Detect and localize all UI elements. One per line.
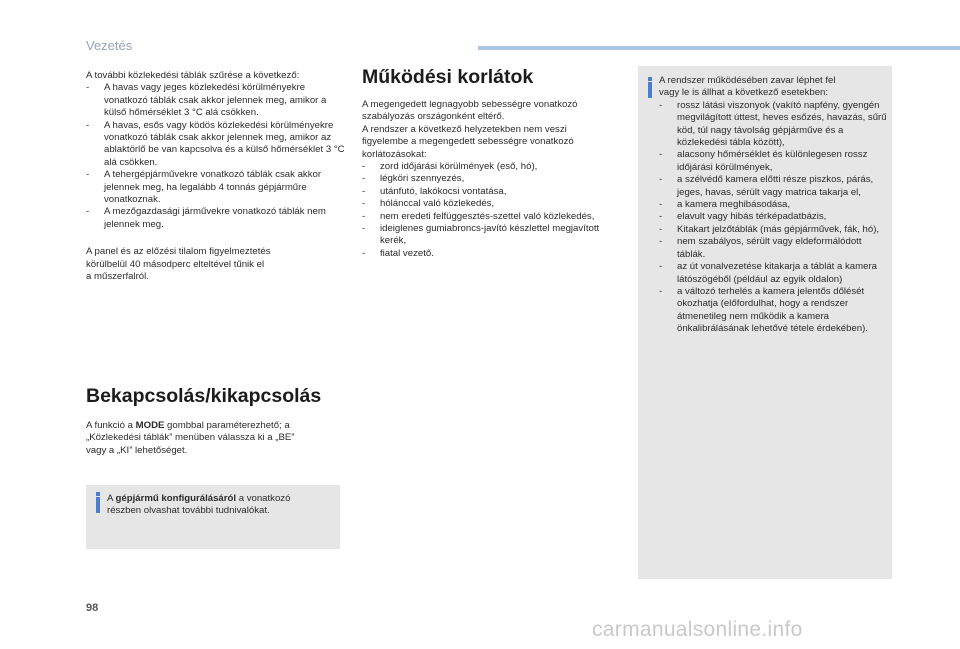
limitations-note-text: A rendszer működésében zavar léphet fel vagy le is állhat a következő esetekben: - rossz látási viszonyok (vakító napfény, gyengén megvilágított úttest, heves esőzés, havazás, sűrű köd, túl nagy távolság gépjárműve és a közlekedési tábla között), - alacsony hőmérséklet és különlegesen rossz időjárási körülmények, - a szélvédő kamera előtti része piszkos, párás, jeges, havas, sérült vagy matrica takarja el, - a kamera meghibásodása, - elavult vagy hibás térképadatbázis, - Kitakart jelzőtáblák (más gépjárművek, fák, hó), - nem szabályos, sérült vagy eldeformálódott táblák. - az út vonalvezetése kitakarja a táblát a kamera látószögéből (például az egyik oldalon) - a változó terhelés a kamera jelentős dőlését okozhatja (előfordulhat, hogy a rendszer átmenetileg nem működik a kamera önkalibrálásának lehetővé tétele érdekében). (659, 75, 889, 336)
watermark: carmanualsonline.info (592, 618, 803, 641)
limitations-note-box (638, 66, 892, 579)
page-number: 98 (86, 602, 99, 614)
config-note-box (86, 485, 340, 549)
section-title: Vezetés (86, 38, 133, 53)
limitations-list (659, 100, 889, 336)
list-item: - nem szabályos, sérült vagy eldeformálódott táblák. (659, 236, 889, 261)
list-item: - légköri szennyezés, (362, 173, 622, 185)
list-item: - A havas, esős vagy ködös közlekedési körülményekre vonatkozó táblák csak akkor jelennek meg, amikor az ablaktörlő be van kapcsolva és a külső hőmérséklet 3 °C alá csökken. (86, 120, 346, 170)
filter-list (86, 82, 346, 231)
list-item: - a szélvédő kamera előtti része piszkos, párás, jeges, havas, sérült vagy matrica takarja el, (659, 174, 889, 199)
limits-intro: A megengedett legnagyobb sebességre vonatkozó szabályozás országonként eltérő. A rendszer a következő helyzetekben nem veszi figyelembe a megengedett sebességre vonatkozó korlátozásokat: (362, 99, 578, 160)
list-item: - a kamera meghibásodása, (659, 199, 889, 211)
left-column (86, 70, 346, 284)
config-note-text: A gépjármű konfigurálásáról a vonatkozó részben olvashat további tudnivalókat. (107, 493, 291, 517)
list-item: - az út vonalvezetése kitakarja a táblát a kamera látószögéből (például az egyik oldalon) (659, 261, 889, 286)
info-icon (96, 497, 100, 513)
list-item: - hólánccal való közlekedés, (362, 198, 622, 210)
list-item: - elavult vagy hibás térképadatbázis, (659, 211, 889, 223)
list-item: - ideiglenes gumiabroncs-javító készlettel megjavított kerék, (362, 223, 622, 248)
list-item: - A tehergépjárművekre vonatkozó táblák csak akkor jelennek meg, ha legalább 4 tonnás gépjárműre vonatkoznak. (86, 169, 346, 206)
onoff-heading: Bekapcsolás/kikapcsolás (86, 385, 322, 407)
list-item: - rossz látási viszonyok (vakító napfény, gyengén megvilágított úttest, heves esőzés, havazás, sűrű köd, túl nagy távolság gépjárműve és a közlekedési tábla között), (659, 100, 889, 150)
list-item: - zord időjárási körülmények (eső, hó), (362, 161, 622, 173)
filter-intro: A további közlekedési táblák szűrése a következő: (86, 70, 300, 81)
list-item: - utánfutó, lakókocsi vontatása, (362, 186, 622, 198)
list-item: - alacsony hőmérséklet és különlegesen rossz időjárási körülmények, (659, 149, 889, 174)
list-item: - fiatal vezető. (362, 248, 622, 260)
limits-column (362, 99, 622, 260)
header-bar (478, 46, 960, 50)
limits-list (362, 161, 622, 260)
list-item: - nem eredeti felfüggesztés-szettel való közlekedés, (362, 211, 622, 223)
onoff-text: A funkció a MODE gombbal paraméterezhető; a „Közlekedési táblák” menüben válassza ki a „BE” vagy a „KI” lehetőséget. (86, 420, 295, 456)
list-item: - A mezőgazdasági járművekre vonatkozó táblák nem jelennek meg. (86, 206, 346, 231)
list-item: - A havas vagy jeges közlekedési körülményekre vonatkozó táblák csak akkor jelennek meg, amikor a külső hőmérséklet 3 °C alá csökken. (86, 82, 346, 119)
panel-text: A panel és az előzési tilalom figyelmeztetés körülbelül 40 másodperc elteltével tűnik el a műszerfalról. (86, 246, 271, 283)
list-item: - Kitakart jelzőtáblák (más gépjárművek, fák, hó), (659, 224, 889, 236)
info-icon (648, 82, 652, 98)
list-item: - a változó terhelés a kamera jelentős dőlését okozhatja (előfordulhat, hogy a rendszer átmenetileg nem működik a kamera önkalibrálásának lehetővé tétele érdekében). (659, 286, 889, 336)
limits-heading: Működési korlátok (362, 66, 534, 88)
